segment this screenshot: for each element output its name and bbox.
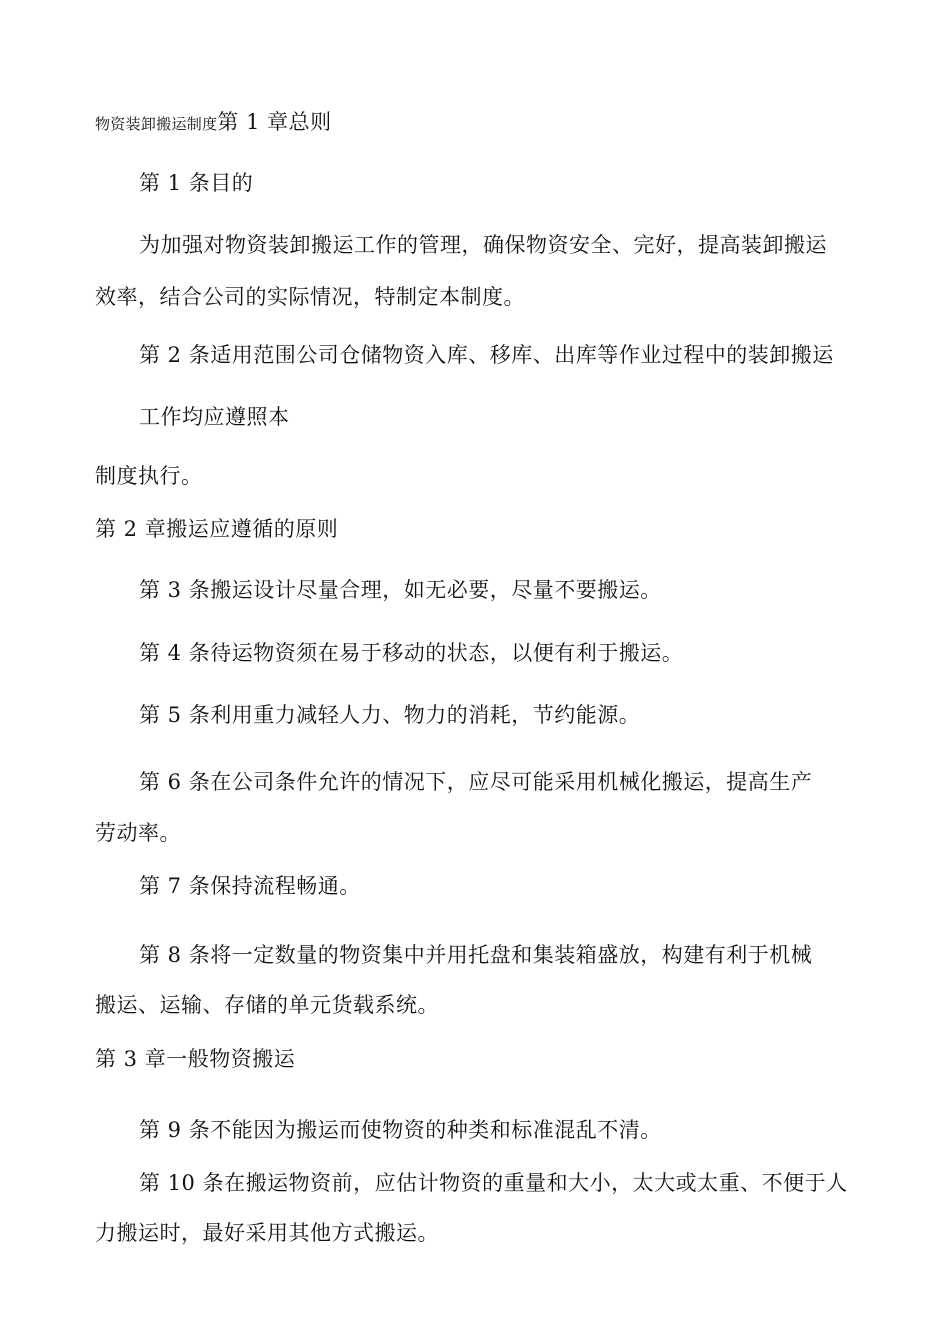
article-1-heading: 第 1 条目的 [139,171,254,195]
article-1-body-line-1: 为加强对物资装卸搬运工作的管理，确保物资安全、完好，提高装卸搬运 [139,233,827,257]
article-2-line-3: 制度执行。 [95,464,203,488]
chapter-3-heading: 第 3 章一般物资搬运 [95,1047,296,1071]
article-2-line-2: 工作均应遵照本 [139,405,290,429]
article-4: 第 4 条待运物资须在易于移动的状态，以便有利于搬运。 [139,641,684,665]
chapter-2-heading: 第 2 章搬运应遵循的原则 [95,517,339,541]
chapter-1-heading: 第 1 章总则 [217,110,332,134]
article-2-line-1: 第 2 条适用范围公司仓储物资入库、移库、出库等作业过程中的装卸搬运 [139,343,834,367]
article-10-line-1: 第 10 条在搬运物资前，应估计物资的重量和大小，太大或太重、不便于人 [139,1171,848,1195]
article-6-line-2: 劳动率。 [95,821,181,845]
article-10-line-2: 力搬运时，最好采用其他方式搬运。 [95,1221,439,1245]
article-8-line-1: 第 8 条将一定数量的物资集中并用托盘和集装箱盛放，构建有利于机械 [139,943,813,967]
article-1-body-line-2: 效率，结合公司的实际情况，特制定本制度。 [95,285,525,309]
document-title-line [95,112,332,133]
article-7: 第 7 条保持流程畅通。 [139,874,361,898]
article-9: 第 9 条不能因为搬运而使物资的种类和标准混乱不清。 [139,1118,662,1142]
article-3: 第 3 条搬运设计尽量合理，如无必要，尽量不要搬运。 [139,578,662,602]
document-title: 物资装卸搬运制度 [95,115,218,133]
article-5: 第 5 条利用重力减轻人力、物力的消耗，节约能源。 [139,703,641,727]
article-8-line-2: 搬运、运输、存储的单元货载系统。 [95,993,439,1017]
article-6-line-1: 第 6 条在公司条件允许的情况下，应尽可能采用机械化搬运，提高生产 [139,770,813,794]
